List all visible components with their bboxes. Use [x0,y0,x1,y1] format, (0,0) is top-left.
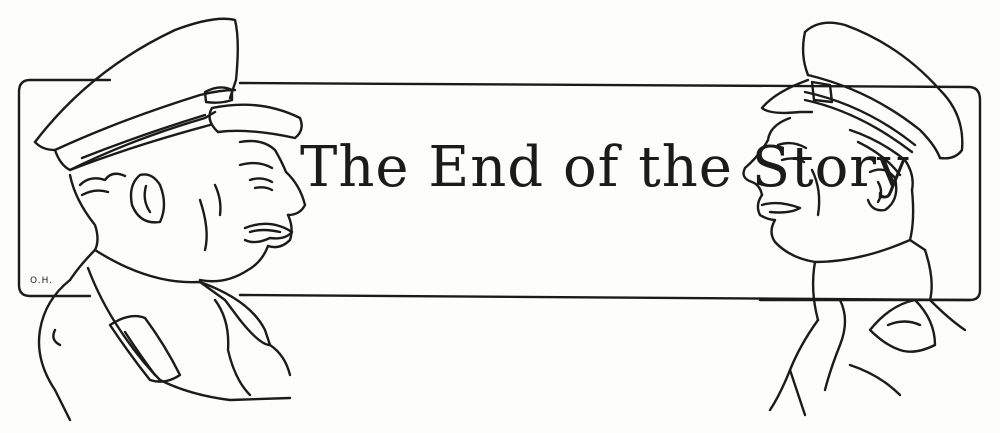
artist-initials: O.H. [30,276,54,286]
right-officer-figure [744,23,965,415]
banner-title: The End of the Story [300,135,910,200]
